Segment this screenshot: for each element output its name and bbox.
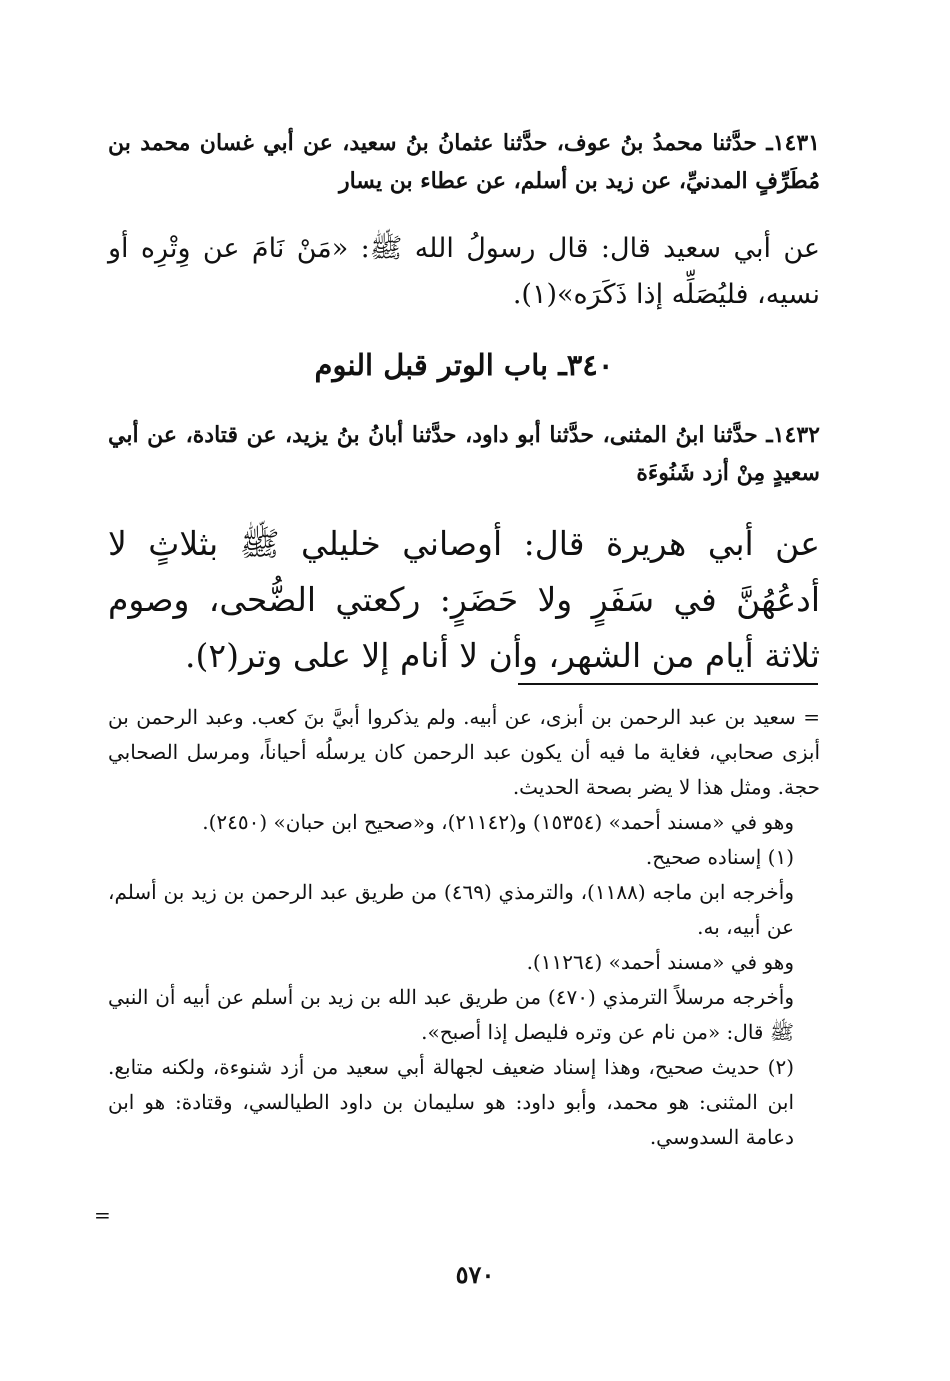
- footnote-takhrij-2: وأخرجه مرسلاً الترمذي (٤٧٠) من طريق عبد الله بن زيد بن أسلم عن أبيه أن النبي ﷺ قال: «من نام عن وتره فليصل إذا أصبح».: [108, 985, 794, 1044]
- footnote-musnad-2: وهو في «مسند أحمد» (١١٢٦٤).: [526, 950, 794, 974]
- footnote-1: (١) إسناده صحيح.: [645, 845, 794, 869]
- footnote-2: (٢) حديث صحيح، وهذا إسناد ضعيف لجهالة أبي سعيد من أزد شنوءة، ولكنه متابع. ابن المثنى: هو محمد، وأبو داود: هو سليمان بن داود الطيالسي، وقتادة: هو ابن دعامة السدوسي.: [108, 1055, 794, 1149]
- page-number: ٥٧٠: [455, 1260, 495, 1289]
- footnote-separator: [518, 683, 818, 685]
- hadith-1432-matn: عن أبي هريرة قال: أوصاني خليلي ﷺ بثلاثٍ لا أدعُهُنَّ في سَفَرٍ ولا حَضَرٍ: ركعتي الضُّحى، وصوم ثلاثة أيام من الشهر، وأن لا أنام إلا على وتر(٢).: [108, 524, 820, 675]
- footnote-carry-over: = سعيد بن عبد الرحمن بن أبزى، عن أبيه. ولم يذكروا أبيَّ بنَ كعب. وعبد الرحمن بن أبزى صحابي، فغاية ما فيه أن يكون عبد الرحمن كان يرسلُه أحياناً، ومرسل الصحابي حجة. ومثل هذا لا يضر بصحة الحديث.: [108, 705, 820, 799]
- footnote-musnad-1: وهو في «مسند أحمد» (١٥٣٥٤) و(٢١١٤٢)، و«صحيح ابن حبان» (٢٤٥٠).: [202, 810, 794, 834]
- footnote-takhrij-1: وأخرجه ابن ماجه (١١٨٨)، والترمذي (٤٦٩) من طريق عبد الرحمن بن زيد بن أسلم، عن أبيه، به.: [108, 880, 794, 939]
- hadith-1431-matn: عن أبي سعيد قال: قال رسولُ الله ﷺ: «مَنْ نَامَ عن وِتْرِه أو نسيه، فليُصَلِّه إذا ذَكَرَه»(١).: [108, 233, 820, 310]
- chapter-heading: ٣٤٠ـ باب الوتر قبل النوم: [314, 348, 614, 382]
- hadith-1431-isnad: ١٤٣١ـ حدَّثنا محمدُ بنُ عوف، حدَّثنا عثمانُ بنُ سعيد، عن أبي غسان محمد بن مُطَرِّفٍ المدنيِّ، عن زيد بن أسلم، عن عطاء بن يسار: [108, 130, 820, 194]
- hadith-1432-isnad: ١٤٣٢ـ حدَّثنا ابنُ المثنى، حدَّثنا أبو داود، حدَّثنا أبانُ بنُ يزيد، عن قتادة، عن أبي سعيدٍ مِنْ أزد شَنُوءَة: [108, 422, 820, 486]
- footnote-continued-mark: =: [94, 1203, 111, 1227]
- footnotes: [108, 700, 820, 1155]
